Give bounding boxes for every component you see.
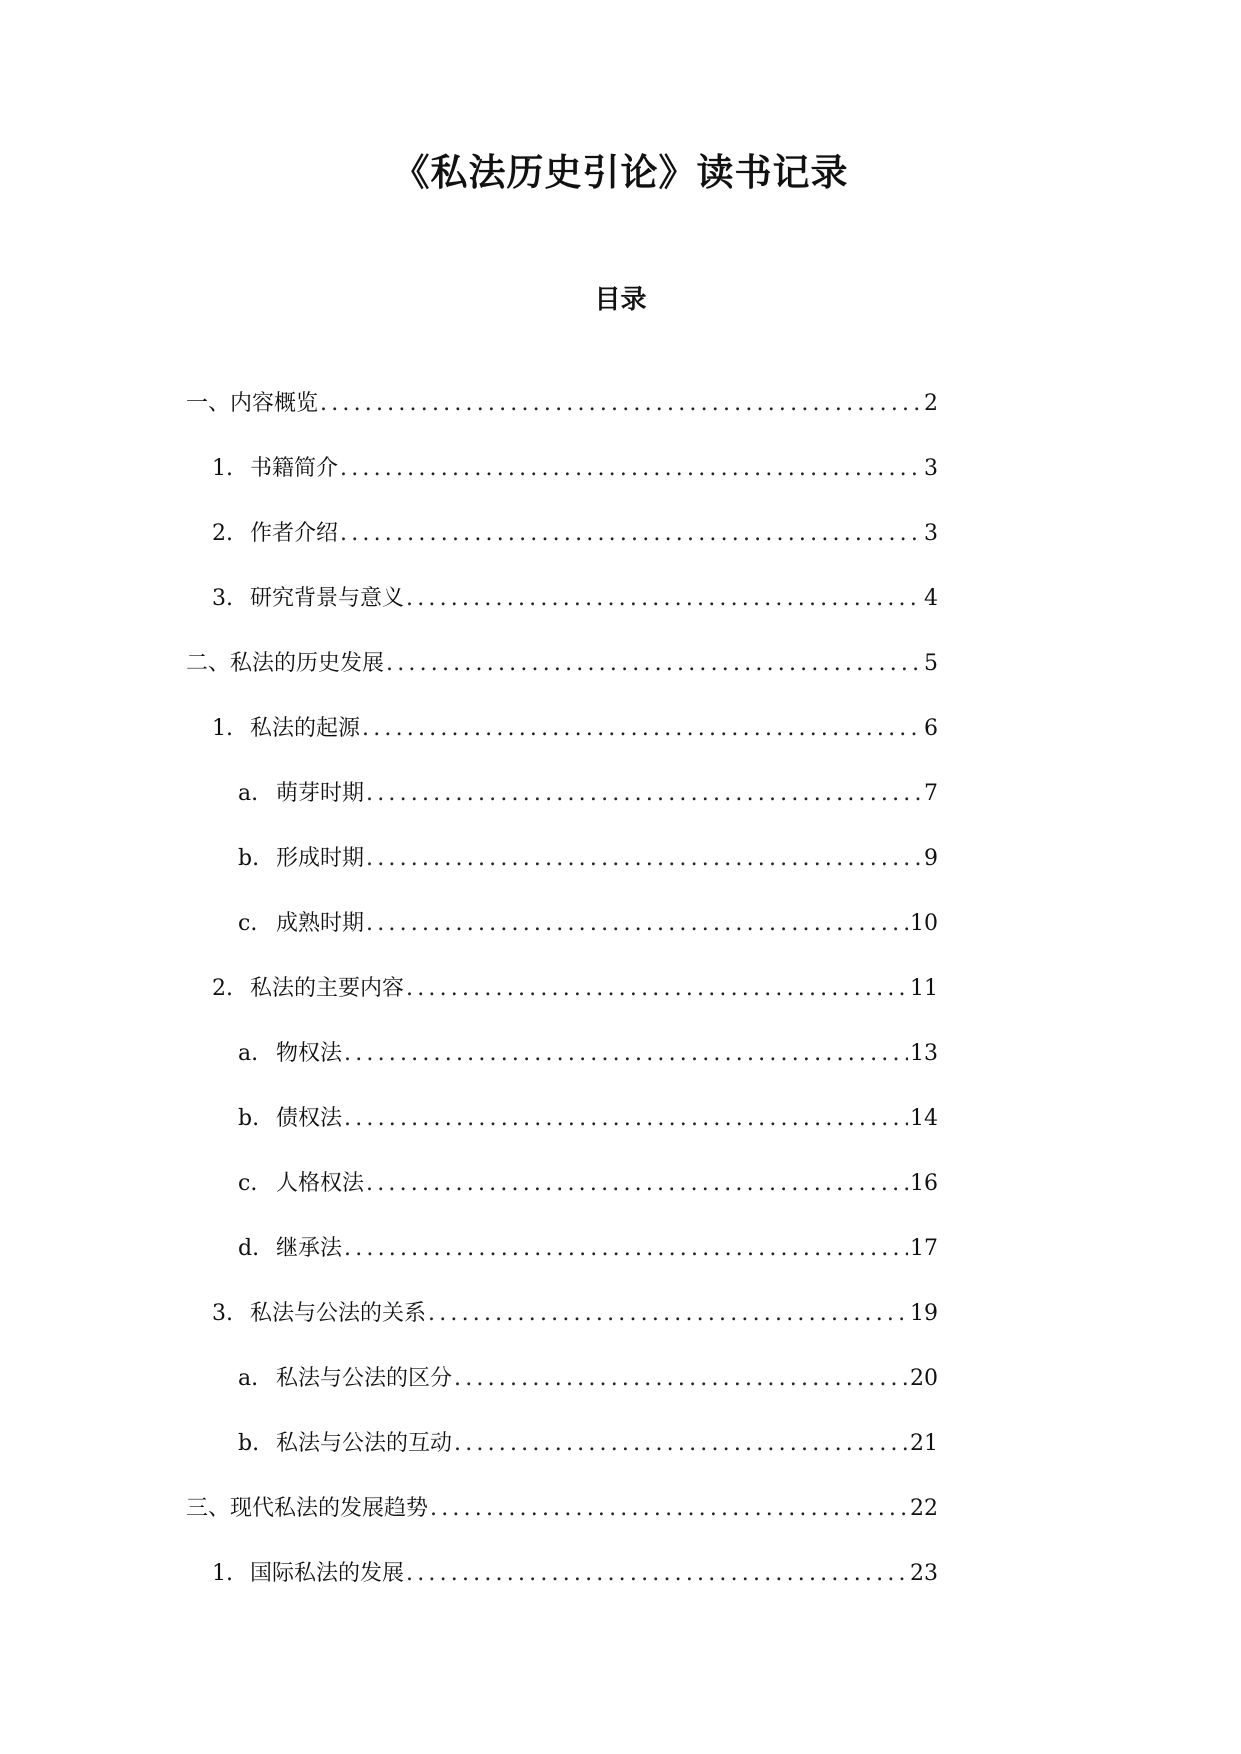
toc-entry-title: 作者介绍 [250,521,339,546]
toc-entry-number: 3. [212,586,233,611]
toc-entry-title: 人格权法 [276,1171,365,1196]
toc-entry-title: 成熟时期 [276,911,365,936]
toc-entry-title: 二、私法的历史发展 [186,651,385,676]
toc-entry-number: a. [238,1366,259,1391]
toc-entry-title: 一、内容概览 [186,391,319,416]
toc-dot-leader [428,1295,908,1333]
toc-entry-page-number: 10 [910,911,938,936]
toc-dot-leader [430,1490,908,1528]
toc-entry-title: 研究背景与意义 [250,586,405,611]
toc-entry[interactable] [186,710,938,775]
toc-entry[interactable] [186,775,938,840]
toc-dot-leader [406,580,922,618]
toc-entry[interactable] [186,1360,938,1425]
toc-entry[interactable] [186,385,938,450]
toc-entry-page-number: 19 [910,1301,938,1326]
document-title: 《私法历史引论》读书记录 [392,151,849,194]
toc-entry-number: 3. [212,1301,233,1326]
toc-entry[interactable] [186,1035,938,1100]
toc-entry[interactable] [186,645,938,710]
toc-entry-page-number: 21 [910,1431,938,1456]
toc-entry-title: 私法的起源 [250,716,361,741]
toc-entry-page-number: 7 [924,781,938,806]
toc-dot-leader [362,710,922,748]
toc-dot-leader [340,515,922,553]
toc-dot-leader [454,1360,908,1398]
toc-entry-page-number: 20 [910,1366,938,1391]
toc-entry-page-number: 17 [910,1236,938,1261]
toc-entry-title: 物权法 [276,1041,343,1066]
toc-dot-leader [454,1425,908,1463]
toc-dot-leader [320,385,922,423]
toc-entry-title: 私法与公法的关系 [250,1301,427,1326]
toc-entry[interactable] [186,840,938,905]
toc-dot-leader [366,775,922,813]
toc-entry-page-number: 3 [924,521,938,546]
toc-entry-title: 形成时期 [276,846,365,871]
toc-entry-number: 1. [212,716,233,741]
toc-entry-title: 三、现代私法的发展趋势 [186,1496,429,1521]
toc-entry-page-number: 11 [910,976,938,1001]
toc-entry-title: 私法与公法的互动 [276,1431,453,1456]
toc-entry[interactable] [186,1555,938,1620]
toc-entry-number: a. [238,781,259,806]
toc-entry-page-number: 22 [910,1496,938,1521]
toc-entry[interactable] [186,1425,938,1490]
toc-dot-leader [344,1230,908,1268]
toc-entry-number: 2. [212,521,233,546]
toc-dot-leader [406,1555,908,1593]
toc-entry-number: d. [238,1236,260,1261]
toc-entry-title: 书籍简介 [250,456,339,481]
toc-entry-title: 私法的主要内容 [250,976,405,1001]
toc-entry-title: 债权法 [276,1106,343,1131]
toc-entry-number: c. [238,1171,258,1196]
toc-entry-number: 1. [212,1561,233,1586]
toc-entry-number: b. [238,1106,260,1131]
toc-dot-leader [366,1165,908,1203]
toc-dot-leader [344,1035,908,1073]
toc-entry-number: 1. [212,456,233,481]
toc-entry-page-number: 9 [924,846,938,871]
toc-entry[interactable] [186,1100,938,1165]
toc-entry-number: c. [238,911,258,936]
toc-entry[interactable] [186,450,938,515]
toc-entry[interactable] [186,580,938,645]
toc-entry[interactable] [186,515,938,580]
toc-entry[interactable] [186,905,938,970]
toc-dot-leader [366,840,922,878]
toc-entry-page-number: 16 [910,1171,938,1196]
table-of-contents [186,385,938,1620]
toc-entry[interactable] [186,1165,938,1230]
toc-entry-page-number: 4 [924,586,938,611]
toc-dot-leader [366,905,908,943]
toc-entry-page-number: 2 [924,391,938,416]
toc-entry-page-number: 5 [924,651,938,676]
toc-entry-number: b. [238,846,260,871]
toc-entry-page-number: 13 [910,1041,938,1066]
toc-entry[interactable] [186,1295,938,1360]
toc-heading: 目录 [594,285,647,315]
toc-entry-page-number: 3 [924,456,938,481]
toc-entry[interactable] [186,1490,938,1555]
toc-dot-leader [386,645,922,683]
toc-entry-page-number: 6 [924,716,938,741]
toc-entry-title: 萌芽时期 [276,781,365,806]
toc-dot-leader [340,450,922,488]
toc-entry[interactable] [186,1230,938,1295]
toc-entry-number: 2. [212,976,233,1001]
toc-entry[interactable] [186,970,938,1035]
toc-dot-leader [344,1100,908,1138]
toc-entry-number: b. [238,1431,260,1456]
toc-dot-leader [406,970,908,1008]
toc-entry-number: a. [238,1041,259,1066]
toc-entry-title: 私法与公法的区分 [276,1366,453,1391]
toc-entry-title: 国际私法的发展 [250,1561,405,1586]
toc-entry-page-number: 14 [910,1106,938,1131]
toc-entry-title: 继承法 [276,1236,343,1261]
toc-entry-page-number: 23 [910,1561,938,1586]
